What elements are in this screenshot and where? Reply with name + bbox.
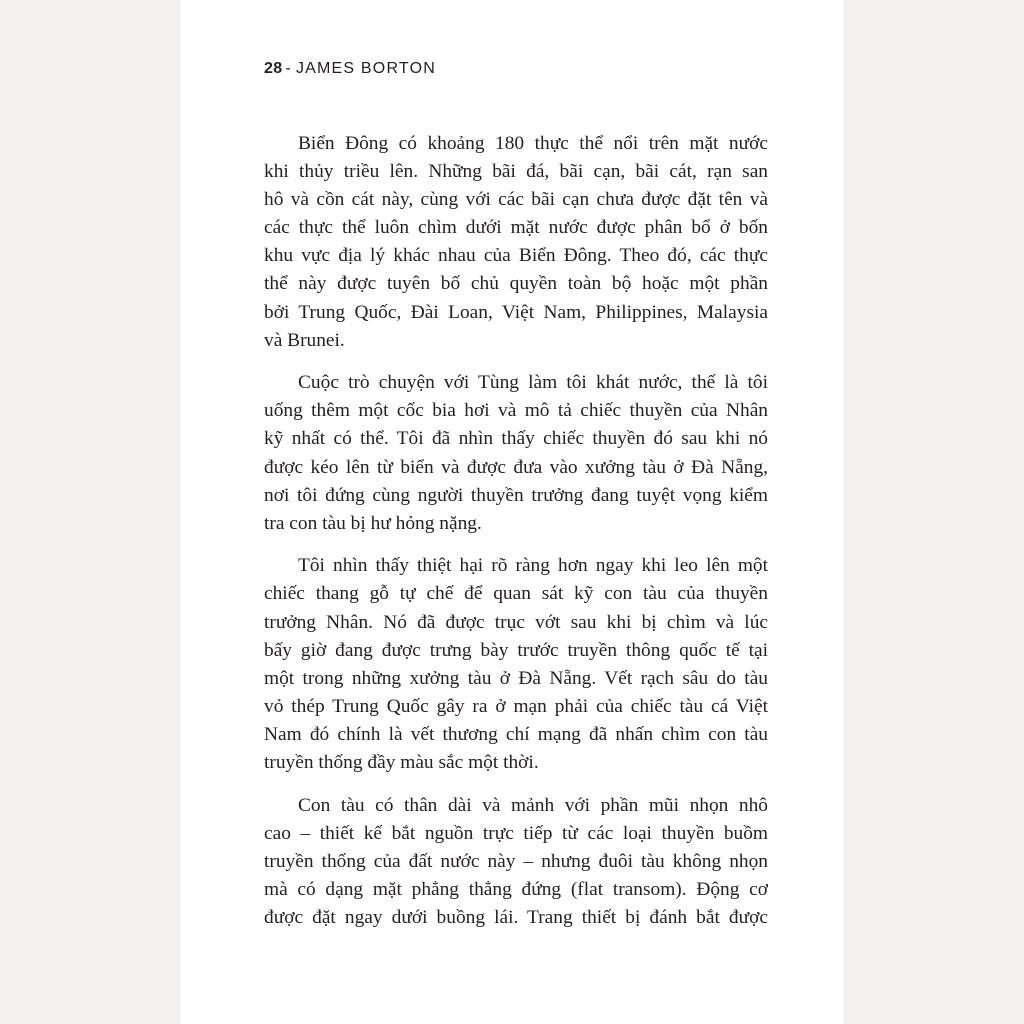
text-line: vỏ thép Trung Quốc gây ra ở mạn phải của chiếc tàu cá Việt xyxy=(264,695,768,717)
text-line: truyền thống của đất nước này – nhưng đuôi tàu không nhọn xyxy=(264,850,768,872)
text-line: được kéo lên từ biển và được đưa vào xưởng tàu ở Đà Nẵng, xyxy=(264,456,768,478)
text-line: chiếc thang gỗ tự chế để quan sát kỹ con tàu của thuyền xyxy=(264,583,768,605)
text-line: trưởng Nhân. Nó đã được trục vớt sau khi bị chìm và lúc xyxy=(264,611,768,633)
text-line: một trong những xưởng tàu ở Đà Nẵng. Vết rạch sâu do tàu xyxy=(264,667,768,689)
text-line: hô và cồn cát này, cùng với các bãi cạn chưa được đặt tên và xyxy=(264,189,768,211)
text-line: nơi tôi đứng cùng người thuyền trưởng đang tuyệt vọng kiểm xyxy=(264,484,768,506)
page-number: 28 xyxy=(264,60,283,77)
paragraph xyxy=(264,792,768,932)
text-line: Nam đó chính là vết thương chí mạng đã nhấn chìm con tàu xyxy=(264,723,768,745)
text-line: khi thủy triều lên. Những bãi đá, bãi cạn, bãi cát, rạn san xyxy=(264,161,768,183)
text-line: mà có dạng mặt phẳng thẳng đứng (flat transom). Động cơ xyxy=(264,878,768,900)
header-separator: - xyxy=(285,60,292,77)
text-line: tra con tàu bị hư hỏng nặng. xyxy=(264,512,482,534)
text-line: kỹ nhất có thể. Tôi đã nhìn thấy chiếc thuyền đó sau khi nó xyxy=(264,428,768,450)
text-line: uống thêm một cốc bia hơi và mô tả chiếc thuyền của Nhân xyxy=(264,400,768,422)
text-line: các thực thể luôn chìm dưới mặt nước được phân bổ ở bốn xyxy=(264,217,768,239)
text-line: thể này được tuyên bố chủ quyền toàn bộ hoặc một phần xyxy=(264,273,768,295)
page-body xyxy=(264,130,768,947)
paragraph xyxy=(264,130,768,355)
running-header xyxy=(264,60,436,78)
author-name: JAMES BORTON xyxy=(295,60,436,77)
text-line: bởi Trung Quốc, Đài Loan, Việt Nam, Philippines, Malaysia xyxy=(264,301,768,323)
text-line: cao – thiết kế bắt nguồn trực tiếp từ các loại thuyền buồm xyxy=(264,822,768,844)
text-line: Con tàu có thân dài và mảnh với phần mũi nhọn nhô xyxy=(298,794,768,816)
text-line: Tôi nhìn thấy thiệt hại rõ ràng hơn ngay khi leo lên một xyxy=(298,555,768,577)
text-line: và Brunei. xyxy=(264,329,345,351)
text-line: bấy giờ đang được trưng bày trước truyền thông quốc tế tại xyxy=(264,639,768,661)
text-line: được đặt ngay dưới buồng lái. Trang thiết bị đánh bắt được xyxy=(264,906,768,928)
text-line: Cuộc trò chuyện với Tùng làm tôi khát nước, thế là tôi xyxy=(298,372,768,394)
text-line: truyền thống đầy màu sắc một thời. xyxy=(264,751,539,773)
text-line: khu vực địa lý khác nhau của Biển Đông. Theo đó, các thực xyxy=(264,245,768,267)
text-line: Biển Đông có khoảng 180 thực thể nổi trên mặt nước xyxy=(298,133,768,154)
paragraph xyxy=(264,369,768,538)
paragraph xyxy=(264,552,768,777)
